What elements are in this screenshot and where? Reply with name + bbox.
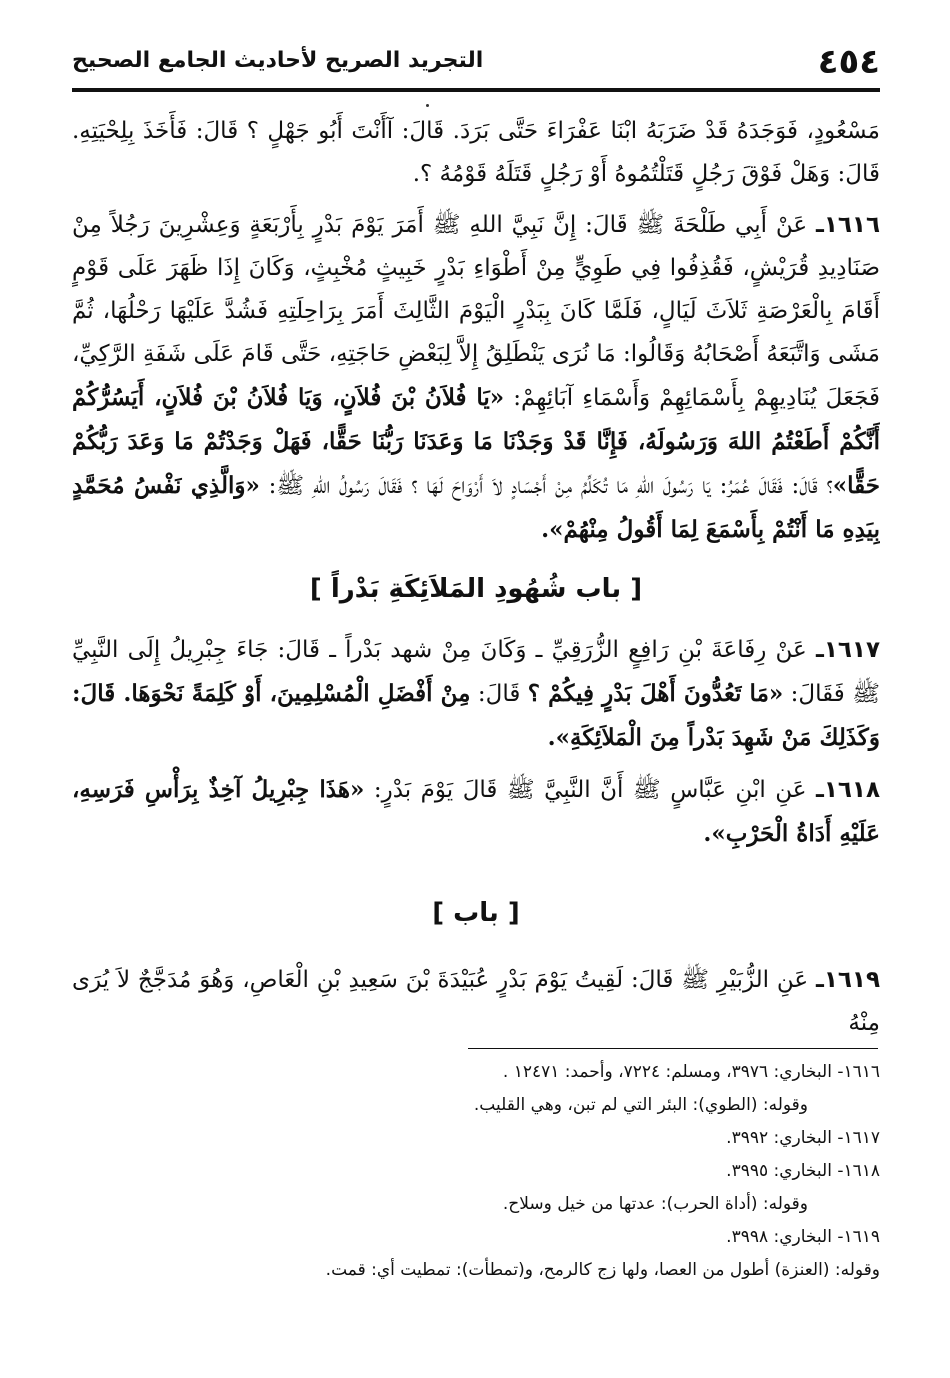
hadith-number: ١٦١٨ـ	[815, 777, 880, 803]
prophetic-quote: «مَا تَعُدُّونَ أَهْلَ بَدْرٍ فِيكُمْ ؟	[527, 680, 784, 707]
hadith-number: ١٦١٧ـ	[815, 637, 880, 663]
hadith-text: عَنِ ابْنِ عَبَّاسٍ ﷺ أَنَّ النَّبِيَّ ﷺ قَالَ يَوْمَ بَدْرٍ:	[364, 777, 816, 803]
prophetic-quote: «وَالَّذِي نَفْسُ مُحَمَّدٍ بِيَدِهِ مَا أَنْتُمْ بِأَسْمَعَ لِمَا أَقُولُ مِنْهُمْ».	[72, 472, 880, 543]
footnotes	[72, 1056, 880, 1316]
hadith-text: عَنْ رِفَاعَةَ بْنِ رَافِعٍ الزُّرَقِيِّ ـ وَكَانَ مِنْ شهد بَدْراً ـ قَالَ: جَاءَ جِبْرِيلُ إِلَى النَّبِيِّ ﷺ فَقَالَ:	[72, 637, 880, 707]
header-rule	[72, 88, 880, 92]
prophetic-quote: «هَذَا جِبْرِيلُ آخِذٌ بِرَأْسِ فَرَسِهِ، عَلَيْهِ أَدَاةُ الْحَرْبِ».	[72, 776, 880, 847]
hadith-number: ١٦١٩ـ	[815, 967, 880, 993]
main-text	[72, 110, 880, 1040]
hadith-text: عَنِ الزُّبَيْرِ ﷺ قَالَ: لَقِيتُ يَوْمَ بَدْرٍ عُبَيْدَةَ بْنَ سَعِيدِ بْنِ الْعَاصِ، وَهُوَ مُدَجَّجٌ لاَ يُرَى مِنْهُ	[72, 967, 880, 1036]
continuation-paragraph	[72, 110, 880, 196]
footnote-source: ١٦١٧- البخاري: ٣٩٩٢.	[726, 1128, 880, 1148]
hadith-text: ؟ قَالَ: فَقَالَ عُمَرُ: يَا رَسُولَ اللهِ مَا تُكَلِّمُ مِنْ أَجْسَادٍ لاَ أَرْوَاحَ لَهَا ؟ فَقَالَ رَسُولُ اللهِ ﷺ:	[259, 473, 833, 499]
page-number: ٤٥٤	[817, 42, 880, 82]
hadith-number: ١٦١٦ـ	[815, 212, 880, 238]
hadith-1618	[72, 768, 880, 856]
page-header	[72, 38, 880, 86]
prophetic-quote: مِنْ أَفْضَلِ الْمُسْلِمِينَ، أَوْ كَلِمَةً نَحْوَهَا. قَالَ: وَكَذَلِكَ مَنْ شَهِدَ بَدْراً مِنَ الْمَلاَئِكَةِ».	[72, 680, 880, 751]
hadith-text: قَالَ:	[470, 681, 528, 707]
hadith-text: عَنْ أَبِي طَلْحَةَ ﷺ قَالَ: إِنَّ نَبِيَّ اللهِ ﷺ أَمَرَ يَوْمَ بَدْرٍ بِأَرْبَعَةٍ وَعِشْرِينَ رَجُلاً مِنْ صَنَادِيدِ قُرَيْشٍ، فَقُذِفُوا فِي طَوِيٍّ مِنْ أَطْوَاءِ بَدْرٍ خَبِيثٍ مُخْبِثٍ، وَكَانَ إِذَا ظَهَرَ عَلَى قَوْمٍ أَقَامَ بِالْعَرْصَةِ ثَلاَثَ لَيَالٍ، فَلَمَّا كَانَ بِبَدْرٍ الْيَوْمَ الثَّالِثَ أَمَرَ بِرَاحِلَتِهِ فَشُدَّ عَلَيْهَا رَحْلُهَا، ثُمَّ مَشَى وَاتَّبَعَهُ أَصْحَابُهُ وَقَالُوا: مَا نُرَى يَنْطَلِقُ إِلاَّ لِبَعْضِ حَاجَتِهِ، حَتَّى قَامَ عَلَى شَفَةِ الرَّكِيِّ، فَجَعَلَ يُنَادِيهِمْ بِأَسْمَائِهِمْ وَأَسْمَاءِ آبَائِهِمْ:	[72, 212, 880, 411]
footnote-gloss: وقوله: (الطوي): البئر التي لم تبن، وهي القليب.	[473, 1095, 808, 1115]
running-title: التجريد الصريح لأحاديث الجامع الصحيح	[72, 48, 484, 73]
paragraph-text: مَسْعُودٍ، فَوَجَدَهُ قَدْ ضَرَبَهُ ابْنَا عَفْرَاءَ حَتَّى بَرَدَ. قَالَ: آأَنْتَ أَبُو جَهْلٍ ؟ قَالَ: فَأَخَذَ بِلِحْيَتِهِ. قَالَ: وَهَلْ فَوْقَ رَجُلٍ قَتَلْتُمُوهُ أَوْ رَجُلٍ قَتَلَهُ قَوْمُهُ ؟.	[72, 118, 880, 187]
footnote-separator	[468, 1048, 878, 1049]
footnote-source: ١٦١٨- البخاري: ٣٩٩٥.	[726, 1161, 880, 1181]
hadith-1616	[72, 204, 880, 552]
chapter-heading: [ باب شُهُودِ المَلاَئِكَةِ بَدْراً ]	[309, 574, 643, 604]
hadith-1619	[72, 959, 880, 1040]
footnote-gloss: وقوله: (العنزة) أطول من العصا، ولها زج كالرمح، و(تمطأت): تمطيت أي: قمت.	[325, 1260, 880, 1280]
prophetic-quote: «يَا فُلاَنُ بْنَ فُلاَنٍ، وَيَا فُلاَنُ بْنَ فُلاَنٍ، أَيَسُرُّكُمْ أَنَّكُمْ أَطَعْتُمُ اللهَ وَرَسُولَهُ، فَإِنَّا قَدْ وَجَدْنَا مَا وَعَدَنَا رَبُّنَا حَقًّا، فَهَلْ وَجَدْتُمْ مَا وَعَدَ رَبُّكُمْ حَقًّا»	[72, 384, 880, 499]
footnote-source: ١٦١٦- البخاري: ٣٩٧٦، ومسلم: ٧٢٢٤، وأحمد: ١٢٤٧١ .	[502, 1062, 880, 1082]
ink-dot	[426, 104, 429, 107]
footnote-gloss: وقوله: (أداة الحرب): عدتها من خيل وسلاح.	[502, 1194, 808, 1214]
footnote-source: ١٦١٩- البخاري: ٣٩٩٨.	[726, 1227, 880, 1247]
chapter-heading: [ باب ]	[432, 898, 520, 928]
hadith-1617	[72, 629, 880, 760]
